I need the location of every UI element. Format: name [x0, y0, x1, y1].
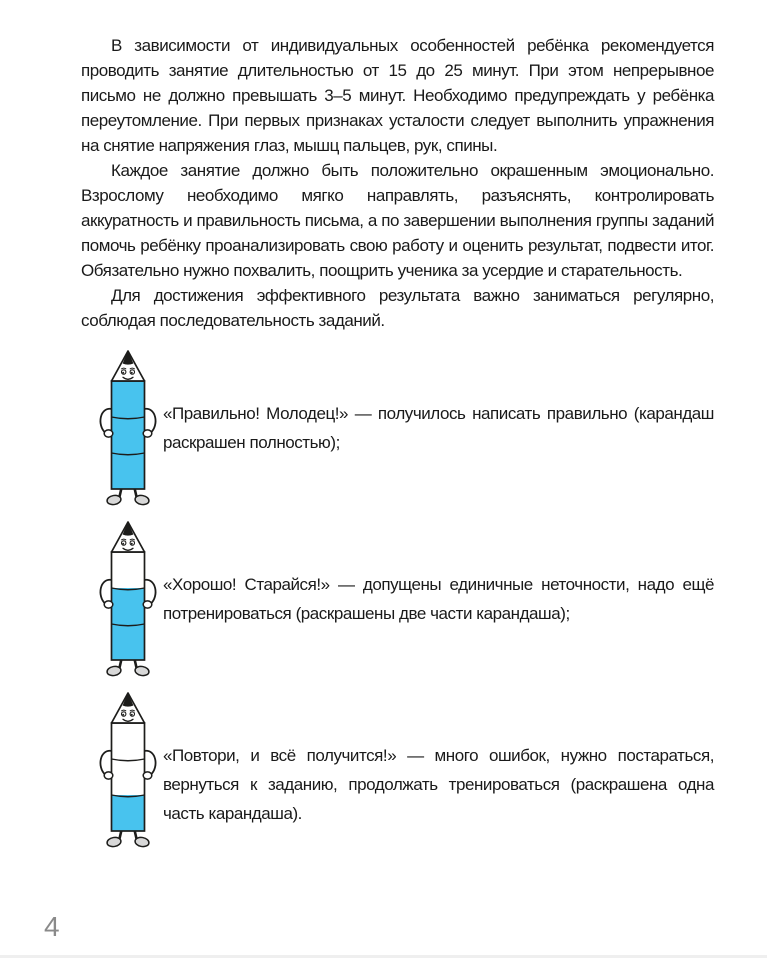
page-content: [81, 33, 714, 862]
pencil-arm-right: [144, 751, 156, 775]
pencil-pupil-left: [122, 372, 124, 374]
pencil-body-segment-top: [112, 723, 145, 759]
pencil-body-segment-middle: [112, 588, 145, 624]
page-bottom-edge: [0, 955, 767, 958]
pencil-foot-right: [134, 836, 149, 847]
pencil-body-segment-top: [112, 381, 145, 417]
paragraph-session-duration: В зависимости от индивидуальных особенностей ребёнка рекомендуется проводить занятие длительностью от 15 до 25 минут. При этом непрерывное письмо не должно превышать 3–5 минут. Необходимо предупреждать у ребёнка переутомление. При первых признаках усталости следует выполнить упражнения на снятие напряжения глаз, мышц пальцев, рук, спины.: [81, 36, 714, 155]
pencil-hand-left: [104, 430, 113, 437]
pencil-arm-left: [100, 409, 112, 433]
pencil-body-segment-middle: [112, 759, 145, 795]
pencil-hand-right: [143, 430, 152, 437]
pencil-foot-left: [106, 665, 121, 676]
paragraph-regular-practice: Для достижения эффективного результата важно заниматься регулярно, соблюдая последовательность заданий.: [81, 286, 714, 330]
pencil-body-segment-top: [112, 552, 145, 588]
pencil-character: [94, 691, 162, 849]
pencil-body-segment-bottom: [112, 453, 145, 489]
pencil-foot-left: [106, 494, 121, 505]
pencil-arm-right: [144, 409, 156, 433]
pencil-hand-left: [104, 601, 113, 608]
pencil-hand-right: [143, 772, 152, 779]
legend-caption-excellent: «Правильно! Молодец!» — получилось написать правильно (карандаш раскрашен полностью);: [163, 404, 714, 452]
pencil-pupil-right: [131, 372, 133, 374]
pencil-illustration-fully-colored: [94, 349, 162, 507]
pencil-body-segment-middle: [112, 417, 145, 453]
pencil-foot-right: [134, 665, 149, 676]
pencil-arm-right: [144, 580, 156, 604]
pencil-pupil-right: [131, 714, 133, 716]
legend-caption-good: «Хорошо! Старайся!» — допущены единичные неточности, надо ещё потренироваться (раскрашены две части карандаша);: [163, 575, 714, 623]
pencil-foot-left: [106, 836, 121, 847]
pencil-hand-right: [143, 601, 152, 608]
pencil-foot-right: [134, 494, 149, 505]
legend-row-retry: [81, 691, 714, 849]
pencil-arm-left: [100, 751, 112, 775]
pencil-hand-left: [104, 772, 113, 779]
pencil-pupil-left: [122, 543, 124, 545]
pencil-rating-legend: [81, 349, 714, 849]
legend-row-good: [81, 520, 714, 678]
page-number: 4: [44, 911, 60, 942]
pencil-character: [94, 520, 162, 678]
pencil-body-segment-bottom: [112, 795, 145, 831]
pencil-pupil-right: [131, 543, 133, 545]
legend-row-excellent: [81, 349, 714, 507]
pencil-illustration-one-colored: [94, 691, 162, 849]
pencil-illustration-two-colored: [94, 520, 162, 678]
pencil-body-segment-bottom: [112, 624, 145, 660]
legend-caption-retry: «Повтори, и всё получится!» — много ошибок, нужно постараться, вернуться к заданию, продолжать тренироваться (раскрашена одна часть карандаша).: [163, 746, 714, 823]
paragraph-emotional-support: Каждое занятие должно быть положительно окрашенным эмоционально. Взрослому необходимо мягко направлять, разъяснять, контролировать аккуратность и правильность письма, а по завершении выполнения группы заданий помочь ребёнку проанализировать свою работу и оценить результат, подвести итог. Обязательно нужно похвалить, поощрить ученика за усердие и старательность.: [81, 161, 714, 280]
pencil-arm-left: [100, 580, 112, 604]
pencil-pupil-left: [122, 714, 124, 716]
pencil-character: [94, 349, 162, 507]
